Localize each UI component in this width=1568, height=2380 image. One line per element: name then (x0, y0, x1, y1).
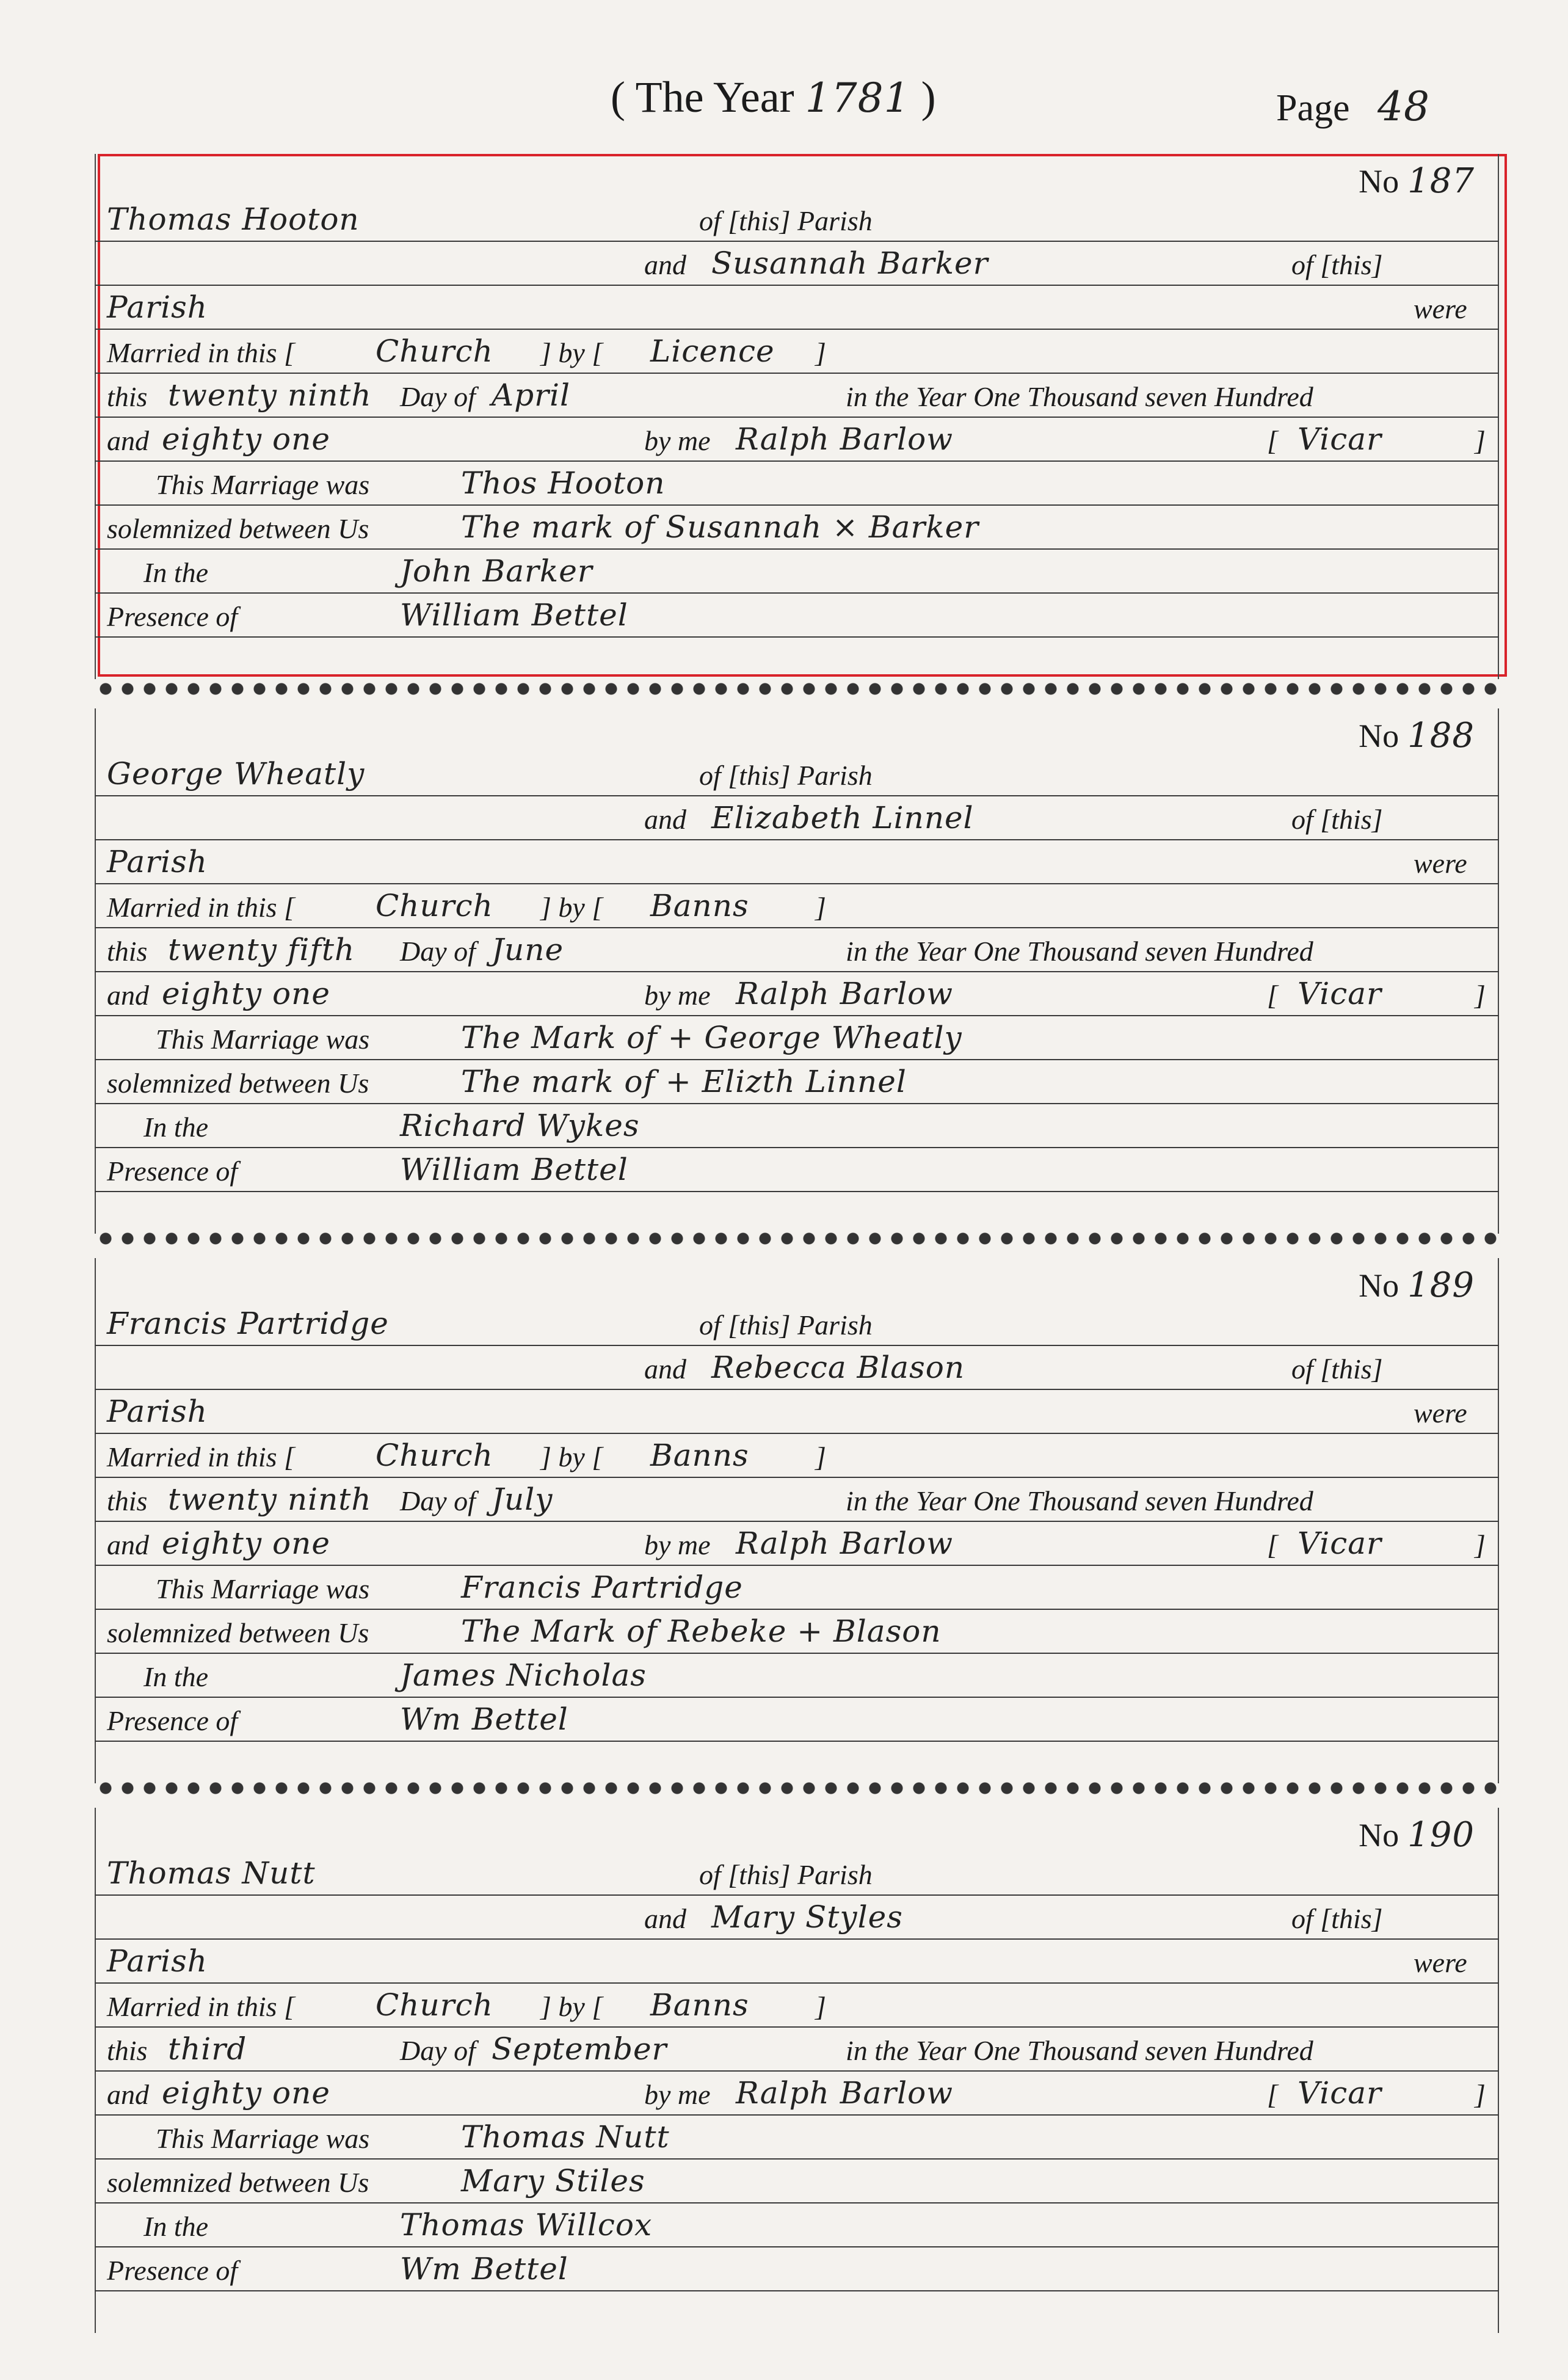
witness-2: William Bettel (400, 1152, 628, 1187)
year-value: 1781 (805, 75, 910, 122)
marriage-sig-line-2 (95, 2158, 1499, 2204)
place-value: Church (376, 1438, 493, 1473)
date-line (95, 2026, 1499, 2072)
were-text: were (1414, 293, 1467, 324)
method-close: ] (815, 337, 826, 368)
groom-name: George Wheatly (107, 756, 365, 792)
ornament-divider (95, 1777, 1499, 1799)
year-phrase: in the Year One Thousand seven Hundred (846, 2035, 1313, 2066)
day-of-text: Day of (400, 936, 476, 967)
groom-parish-text: of [this] Parish (699, 1309, 873, 1341)
marriage-sig-line-1 (95, 1565, 1499, 1610)
page-header (0, 72, 1568, 139)
witness-line-2 (95, 1697, 1499, 1742)
marriage-was-text: This Marriage was (156, 2123, 370, 2154)
married-in-line (95, 1433, 1499, 1478)
witness-line-1 (95, 1103, 1499, 1148)
married-in-text: Married in this [ (107, 337, 295, 368)
officiant-line (95, 1521, 1499, 1566)
were-text: were (1414, 1947, 1467, 1978)
method-close: ] (815, 892, 826, 923)
groom-parish-text: of [this] Parish (699, 205, 873, 236)
groom-signature: Thos Hooton (461, 465, 666, 501)
month-value: July (492, 1482, 553, 1517)
marriage-sig-line-2 (95, 504, 1499, 550)
married-in-text: Married in this [ (107, 1991, 295, 2022)
by-text: ] by [ (540, 337, 603, 368)
this-text: this (107, 381, 148, 412)
date-line (95, 373, 1499, 418)
in-the-text: In the (143, 557, 209, 588)
bride-line (95, 1345, 1499, 1390)
month-value: April (492, 377, 570, 413)
title-close: ] (1475, 1529, 1486, 1560)
witness-2: William Bettel (400, 597, 628, 633)
marriage-entry (95, 1808, 1499, 2333)
officiant-name: Ralph Barlow (736, 421, 954, 457)
entry-number-value: 187 (1407, 161, 1475, 201)
bride-parish-text: of [this] (1291, 804, 1383, 835)
and-prefix: and (107, 1529, 149, 1560)
groom-parish-text: of [this] Parish (699, 760, 873, 791)
groom-line (95, 1851, 1499, 1896)
parish-line (95, 285, 1499, 330)
groom-signature: The Mark of + George Wheatly (461, 1020, 962, 1055)
marriage-was-text: This Marriage was (156, 1024, 370, 1055)
day-value: twenty ninth (168, 1482, 372, 1517)
bride-signature: Mary Stiles (461, 2163, 645, 2199)
bride-parish-text: of [this] (1291, 249, 1383, 280)
and-text: and (644, 249, 686, 280)
year-words: eighty one (162, 1526, 330, 1561)
parish-word: Parish (107, 1943, 208, 1979)
ornament-divider (95, 1228, 1499, 1250)
month-value: June (492, 932, 564, 967)
witness-2: Wm Bettel (400, 2251, 568, 2287)
entry-number-label: No (1359, 718, 1399, 754)
title-close: ] (1475, 980, 1486, 1011)
witness-2: Wm Bettel (400, 1701, 568, 1737)
witness-line-2 (95, 1147, 1499, 1192)
parish-word: Parish (107, 844, 208, 879)
page-value: 48 (1377, 83, 1431, 130)
entry-number (1359, 1815, 1475, 1855)
officiant-line (95, 2070, 1499, 2116)
presence-of-text: Presence of (107, 1155, 238, 1187)
officiant-title: Vicar (1298, 976, 1382, 1011)
year-phrase: in the Year One Thousand seven Hundred (846, 381, 1313, 412)
witness-1: James Nicholas (400, 1658, 647, 1693)
were-text: were (1414, 848, 1467, 879)
title-open: [ (1267, 425, 1278, 456)
year-words: eighty one (162, 421, 330, 457)
marriage-was-text: This Marriage was (156, 1573, 370, 1604)
place-value: Church (376, 888, 493, 923)
page-label: Page (1276, 87, 1350, 129)
method-value: Banns (650, 1987, 749, 2023)
solemnized-text: solemnized between Us (107, 1617, 369, 1648)
page-number (1276, 83, 1430, 130)
entry-number-label: No (1359, 163, 1399, 200)
marriage-entry (95, 1258, 1499, 1783)
year-phrase: in the Year One Thousand seven Hundred (846, 1485, 1313, 1516)
bride-parish-text: of [this] (1291, 1903, 1383, 1934)
officiant-name: Ralph Barlow (736, 2075, 954, 2111)
and-text: and (644, 804, 686, 835)
in-the-text: In the (143, 1112, 209, 1143)
presence-of-text: Presence of (107, 2255, 238, 2286)
title-open: [ (1267, 2079, 1278, 2110)
and-prefix: and (107, 2079, 149, 2110)
title-close: ] (1475, 2079, 1486, 2110)
year-phrase: in the Year One Thousand seven Hundred (846, 936, 1313, 967)
parish-word: Parish (107, 289, 208, 325)
officiant-name: Ralph Barlow (736, 1526, 954, 1561)
witness-1: John Barker (400, 553, 593, 589)
parish-word: Parish (107, 1394, 208, 1429)
year-close: ) (921, 73, 936, 122)
officiant-line (95, 971, 1499, 1016)
year-words: eighty one (162, 2075, 330, 2111)
presence-of-text: Presence of (107, 1705, 238, 1736)
day-value: twenty ninth (168, 377, 372, 413)
place-value: Church (376, 1987, 493, 2023)
and-text: and (644, 1353, 686, 1385)
in-the-text: In the (143, 2211, 209, 2242)
married-in-text: Married in this [ (107, 1441, 295, 1472)
married-in-line (95, 329, 1499, 374)
marriage-sig-line-2 (95, 1609, 1499, 1654)
married-in-text: Married in this [ (107, 892, 295, 923)
title-open: [ (1267, 1529, 1278, 1560)
method-close: ] (815, 1991, 826, 2022)
witness-line-2 (95, 592, 1499, 638)
officiant-title: Vicar (1298, 2075, 1382, 2111)
marriage-sig-line-1 (95, 460, 1499, 506)
groom-signature: Thomas Nutt (461, 2119, 670, 2155)
witness-line-2 (95, 2246, 1499, 2291)
year-label: ( The Year (611, 73, 794, 122)
date-line (95, 927, 1499, 972)
bride-name: Susannah Barker (711, 246, 989, 281)
witness-line-1 (95, 1653, 1499, 1698)
bride-line (95, 1894, 1499, 1940)
day-value: twenty fifth (168, 932, 355, 967)
entry-number-label: No (1359, 1817, 1399, 1854)
parish-line (95, 1938, 1499, 1984)
and-text: and (644, 1903, 686, 1934)
day-of-text: Day of (400, 1485, 476, 1516)
ornament-divider (95, 678, 1499, 700)
married-in-line (95, 1982, 1499, 2028)
by-text: ] by [ (540, 1991, 603, 2022)
entry-number (1359, 1265, 1475, 1305)
witness-1: Thomas Willcox (400, 2207, 653, 2243)
officiant-title: Vicar (1298, 1526, 1382, 1561)
and-prefix: and (107, 425, 149, 456)
solemnized-text: solemnized between Us (107, 1068, 369, 1099)
in-the-text: In the (143, 1661, 209, 1692)
day-of-text: Day of (400, 2035, 476, 2066)
and-prefix: and (107, 980, 149, 1011)
groom-signature: Francis Partridge (461, 1570, 743, 1605)
groom-line (95, 751, 1499, 796)
date-line (95, 1477, 1499, 1522)
year-heading (611, 72, 936, 123)
parish-line (95, 1389, 1499, 1434)
marriage-entry (95, 708, 1499, 1234)
marriage-sig-line-1 (95, 1015, 1499, 1060)
officiant-name: Ralph Barlow (736, 976, 954, 1011)
witness-1: Richard Wykes (400, 1108, 640, 1143)
by-me-text: by me (644, 2079, 711, 2110)
by-me-text: by me (644, 1529, 711, 1560)
officiant-title: Vicar (1298, 421, 1382, 457)
bride-signature: The Mark of Rebeke + Blason (461, 1614, 942, 1649)
title-close: ] (1475, 425, 1486, 456)
entry-number-value: 188 (1407, 716, 1475, 755)
day-value: third (168, 2031, 247, 2067)
marriage-was-text: This Marriage was (156, 469, 370, 500)
solemnized-text: solemnized between Us (107, 513, 369, 544)
were-text: were (1414, 1397, 1467, 1428)
year-words: eighty one (162, 976, 330, 1011)
witness-line-1 (95, 548, 1499, 594)
bride-parish-text: of [this] (1291, 1353, 1383, 1385)
marriage-sig-line-2 (95, 1059, 1499, 1104)
method-value: Banns (650, 1438, 749, 1473)
groom-line (95, 197, 1499, 242)
presence-of-text: Presence of (107, 601, 238, 632)
bride-line (95, 241, 1499, 286)
marriage-sig-line-1 (95, 2114, 1499, 2160)
by-text: ] by [ (540, 892, 603, 923)
month-value: September (492, 2031, 667, 2067)
entry-number (1359, 161, 1475, 201)
parish-line (95, 839, 1499, 884)
groom-line (95, 1301, 1499, 1346)
groom-parish-text: of [this] Parish (699, 1859, 873, 1890)
bride-name: Elizabeth Linnel (711, 800, 974, 835)
place-value: Church (376, 333, 493, 369)
married-in-line (95, 883, 1499, 928)
method-close: ] (815, 1441, 826, 1472)
day-of-text: Day of (400, 381, 476, 412)
groom-name: Francis Partridge (107, 1306, 389, 1341)
solemnized-text: solemnized between Us (107, 2167, 369, 2198)
bride-name: Mary Styles (711, 1899, 903, 1935)
entry-number-label: No (1359, 1267, 1399, 1304)
by-text: ] by [ (540, 1441, 603, 1472)
groom-name: Thomas Hooton (107, 202, 360, 237)
by-me-text: by me (644, 980, 711, 1011)
method-value: Licence (650, 333, 775, 369)
entry-number (1359, 716, 1475, 755)
groom-name: Thomas Nutt (107, 1855, 316, 1891)
entry-number-value: 190 (1407, 1815, 1475, 1855)
title-open: [ (1267, 980, 1278, 1011)
this-text: this (107, 2035, 148, 2066)
this-text: this (107, 936, 148, 967)
method-value: Banns (650, 888, 749, 923)
entry-number-value: 189 (1407, 1265, 1475, 1305)
officiant-line (95, 417, 1499, 462)
marriage-entry (95, 154, 1499, 679)
bride-signature: The mark of + Elizth Linnel (461, 1064, 907, 1099)
by-me-text: by me (644, 425, 711, 456)
witness-line-1 (95, 2202, 1499, 2247)
bride-line (95, 795, 1499, 840)
bride-name: Rebecca Blason (711, 1350, 965, 1385)
bride-signature: The mark of Susannah × Barker (461, 509, 979, 545)
this-text: this (107, 1485, 148, 1516)
